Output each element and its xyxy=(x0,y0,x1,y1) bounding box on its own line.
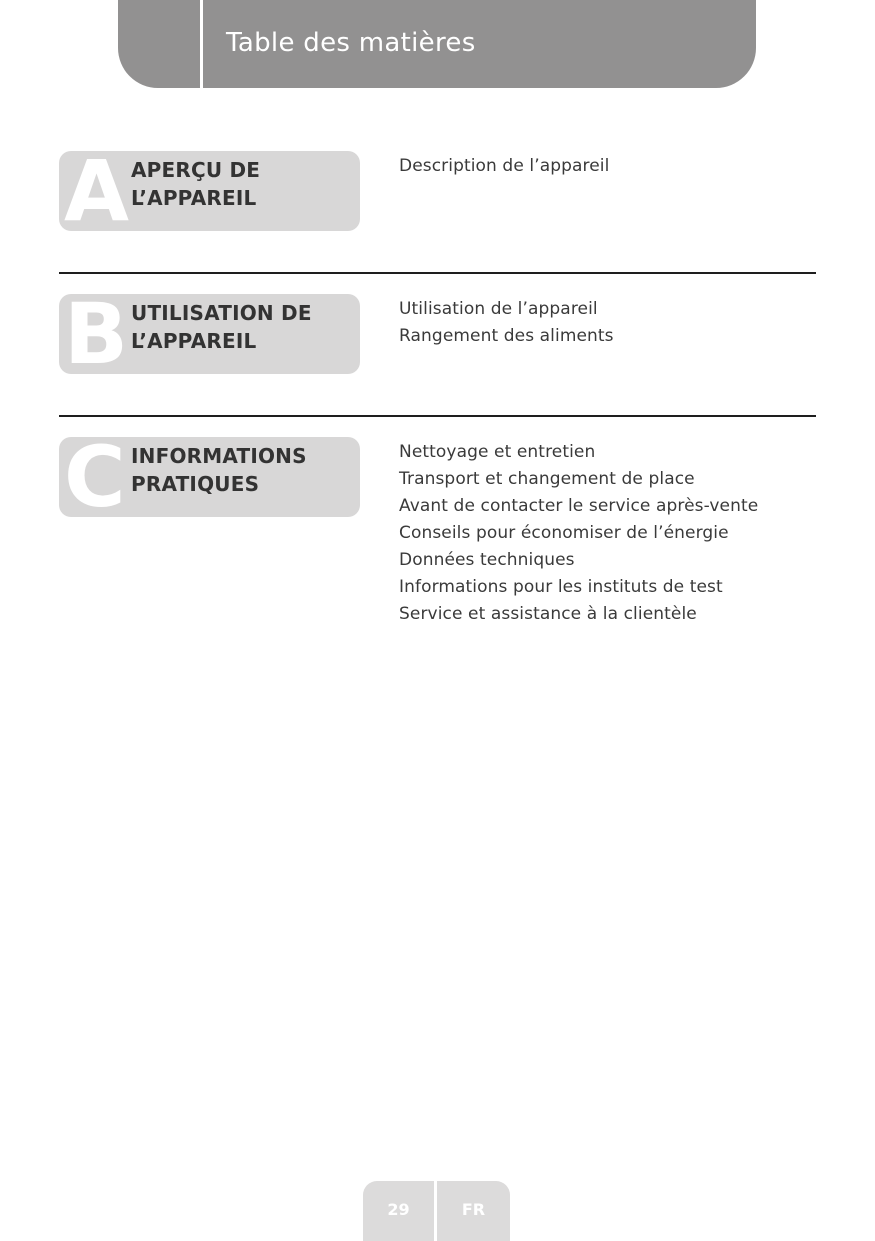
toc-entry[interactable]: Transport et changement de place xyxy=(399,469,695,489)
section-divider xyxy=(59,415,816,417)
section-b-entries xyxy=(399,296,819,350)
toc-entry[interactable]: Données techniques xyxy=(399,550,575,570)
toc-entry[interactable]: Utilisation de l’appareil xyxy=(399,299,598,319)
toc-entry[interactable]: Service et assistance à la clientèle xyxy=(399,604,697,624)
language-code: FR xyxy=(461,1200,486,1219)
toc-entry[interactable]: Description de l’appareil xyxy=(399,156,610,176)
section-b-letter: B xyxy=(64,294,129,374)
toc-entry[interactable]: Avant de contacter le service après-vente xyxy=(399,496,759,516)
section-c-heading xyxy=(131,442,356,498)
section-a-letter: A xyxy=(64,151,130,231)
toc-entry[interactable]: Nettoyage et entretien xyxy=(399,442,596,462)
language-tab xyxy=(437,1181,510,1241)
section-a-box xyxy=(59,151,360,231)
section-c-box xyxy=(59,437,360,517)
section-b-heading-line-1: UTILISATION DE xyxy=(131,301,312,325)
section-b-box xyxy=(59,294,360,374)
section-c-letter: C xyxy=(64,437,126,517)
section-divider xyxy=(59,272,816,274)
header-tab xyxy=(118,0,756,88)
section-a-heading-line-1: APERÇU DE xyxy=(131,158,261,182)
section-c-heading-line-2: PRATIQUES xyxy=(131,472,260,496)
page-number: 29 xyxy=(387,1200,410,1219)
section-c-entries xyxy=(399,439,819,628)
page-title: Table des matières xyxy=(226,28,476,58)
section-a-heading-line-2: L’APPAREIL xyxy=(131,186,257,210)
toc-entry[interactable]: Conseils pour économiser de l’énergie xyxy=(399,523,729,543)
toc-entry[interactable]: Informations pour les instituts de test xyxy=(399,577,723,597)
section-a-entries xyxy=(399,153,819,180)
section-a-heading xyxy=(131,156,356,212)
page-number-tab xyxy=(363,1181,434,1241)
toc-entry[interactable]: Rangement des aliments xyxy=(399,326,614,346)
section-b-heading-line-2: L’APPAREIL xyxy=(131,329,257,353)
section-c-heading-line-1: INFORMATIONS xyxy=(131,444,307,468)
section-b-heading xyxy=(131,299,356,355)
header-divider xyxy=(200,0,203,88)
